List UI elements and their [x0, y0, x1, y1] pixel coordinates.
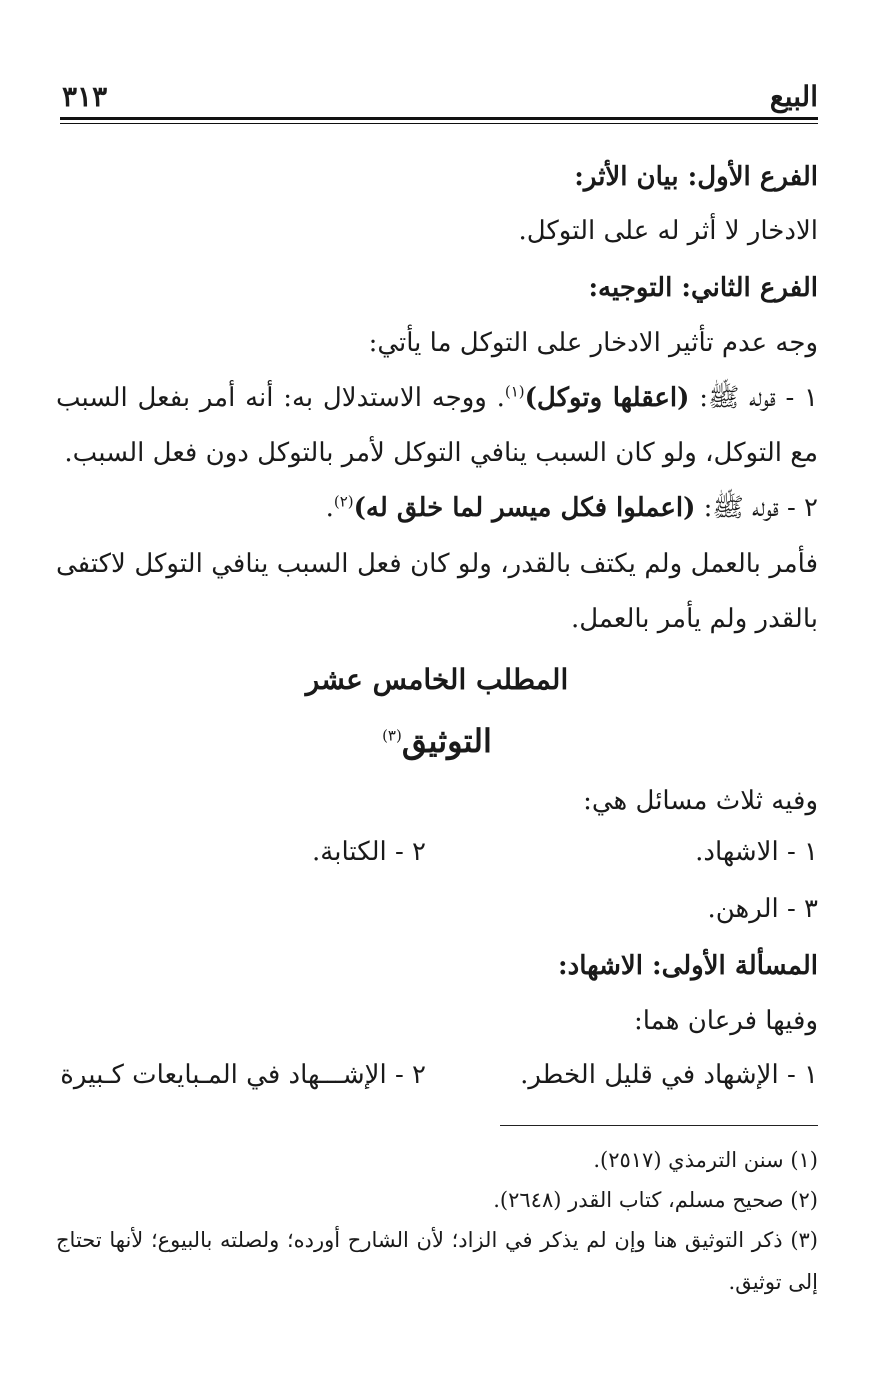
sub-branch-2: ٢ - الإشـــهاد في المـبايعات كـبيرة — [60, 1060, 426, 1090]
branch2-intro: وجه عدم تأثير الادخار على التوكل ما يأتي: — [368, 328, 818, 358]
item2-end: . — [325, 493, 334, 523]
footnote-ref-1[interactable]: (١) — [504, 382, 525, 401]
para-line2: بالقدر ولم يأمر بالعمل. — [570, 604, 818, 634]
header-rule-thick — [60, 117, 818, 120]
footnote-ref-3[interactable]: (٣) — [382, 726, 402, 745]
item2-quote: (اعملوا فكل ميسر لما خلق له) — [353, 493, 696, 523]
item1-line1 — [56, 375, 818, 421]
footnote-2: (٢) صحيح مسلم، كتاب القدر (٢٦٤٨). — [493, 1188, 818, 1212]
item1-line2: مع التوكل، ولو كان السبب ينافي التوكل لأمر بالتوكل دون فعل السبب. — [64, 438, 818, 468]
item2-line — [56, 485, 818, 531]
footnote-separator — [500, 1125, 818, 1126]
issues-intro: وفيه ثلاث مسائل هي: — [583, 786, 818, 816]
issue-3: ٣ - الرهن. — [707, 894, 818, 924]
branch1-heading: الفرع الأول: بيان الأثر: — [574, 162, 818, 192]
section-title-line — [56, 718, 818, 764]
item2-prefix: ٢ - قوله ﷺ: — [695, 493, 818, 523]
issue1-intro: وفيها فرعان هما: — [634, 1006, 818, 1036]
section-title: التوثيق — [401, 722, 492, 760]
para-line1: فأمر بالعمل ولم يكتف بالقدر، ولو كان فعل السبب ينافي التوكل لاكتفى — [56, 549, 818, 579]
footnote-3-continued: إلى توثيق. — [728, 1270, 818, 1294]
item1-rest: . ووجه الاستدلال به: أنه أمر بفعل السبب — [56, 383, 505, 413]
footnote-1: (١) سنن الترمذي (٢٥١٧). — [593, 1148, 818, 1172]
issue1-heading: المسألة الأولى: الاشهاد: — [558, 951, 818, 981]
sub-branch-1: ١ - الإشهاد في قليل الخطر. — [520, 1060, 818, 1090]
branch2-heading: الفرع الثاني: التوجيه: — [588, 273, 818, 303]
issue-1: ١ - الاشهاد. — [695, 837, 818, 867]
running-header-title: البيع — [769, 80, 818, 113]
item1-quote: (اعقلها وتوكل) — [524, 383, 690, 413]
item1-prefix: ١ - قوله ﷺ: — [689, 383, 818, 413]
section-heading: المطلب الخامس عشر — [305, 663, 569, 696]
issue-2: ٢ - الكتابة. — [312, 837, 426, 867]
branch1-text: الادخار لا أثر له على التوكل. — [518, 216, 818, 246]
page-number: ٣١٣ — [62, 80, 108, 113]
footnote-ref-2[interactable]: (٢) — [333, 492, 354, 511]
footnote-3: (٣) ذكر التوثيق هنا وإن لم يذكر في الزاد؛ لأن الشارح أورده؛ ولصلته بالبيوع؛ لأنها تحتاج — [56, 1228, 818, 1252]
header-rule-thin — [60, 123, 818, 124]
